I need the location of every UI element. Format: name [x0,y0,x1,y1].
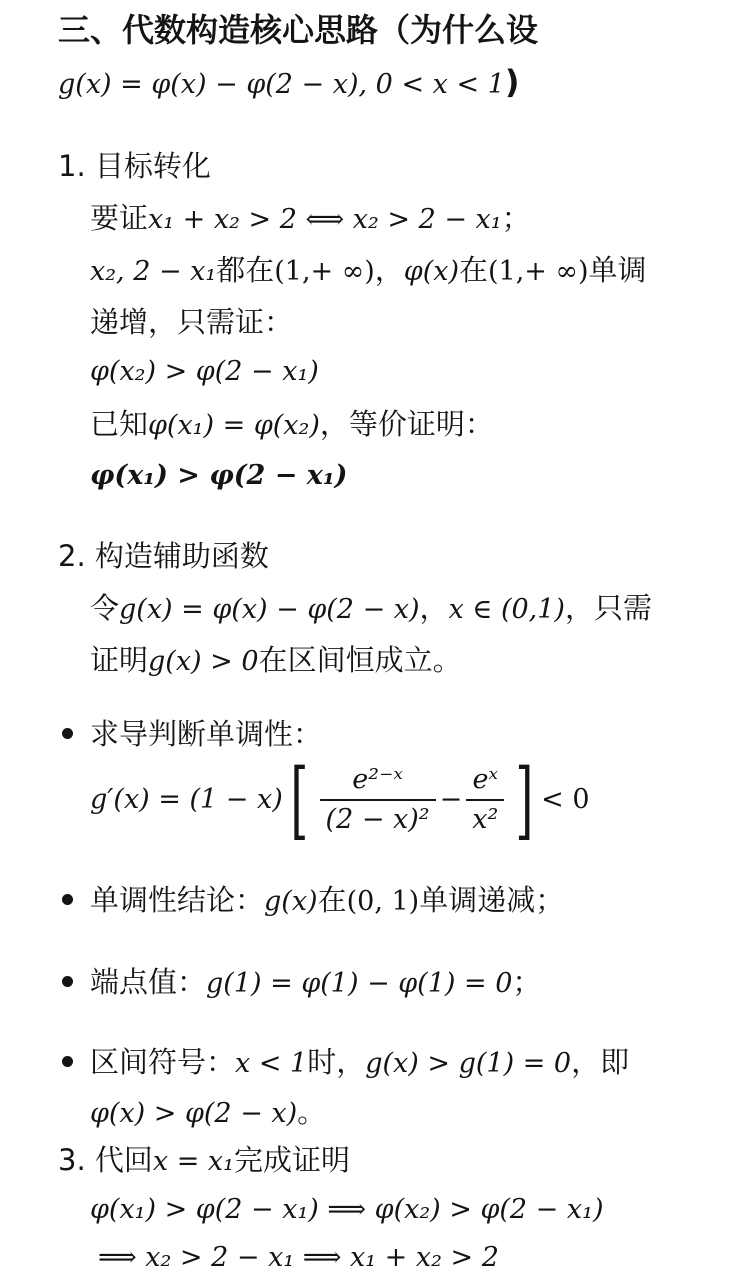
page-title [58,10,538,50]
section1-line4: φ(x₂) > φ(2 − x₁) [90,356,319,387]
section1-heading: 1. 目标转化 [58,149,211,183]
s1-l5-math: φ(x₁) = φ(x₂) [148,410,320,441]
bullet-dot [62,1056,73,1067]
s1-l2-t2: ， [374,253,404,287]
b4-line2-post: 。 [297,1095,327,1129]
b3-post: ； [512,965,542,999]
section1-line2 [90,250,647,292]
fraction-2-denominator: x² [472,804,499,835]
section2-line2 [90,640,462,682]
section2-heading: 2. 构造辅助函数 [58,539,269,573]
b3-label: 端点值： [90,965,207,999]
b4-m1: x < 1 [235,1048,308,1079]
b2-m1: g(x) [264,886,318,917]
section1-line5 [90,404,494,446]
b4-label: 区间符号： [90,1045,236,1079]
s2-l1-math2: x ∈ (0,1) [448,594,565,625]
b1-lhs: g′(x) = (1 − x) [90,784,283,815]
fraction-1 [320,761,436,839]
s2-l1-math: g(x) = φ(x) − φ(2 − x) [119,594,420,625]
s1-l2-t4: 单调 [588,253,647,287]
s1-l1-math: x₁ + x₂ > 2 ⟺ x₂ > 2 − x₁ [148,204,502,235]
b2-label: 单调性结论： [90,883,265,917]
s1-l5-post: ，等价证明： [319,407,494,441]
title-text: 三、代数构造核心思路（为什么设 [58,11,539,49]
s2-l1-mid: ， [419,591,449,625]
b2-m2: (0, 1) [346,886,420,917]
s1-l2-t1: 都在 [216,253,275,287]
section1-line6: φ(x₁) > φ(2 − x₁) [90,460,348,491]
bullet-dot [62,894,73,905]
b2-t2: 单调递减； [419,883,565,917]
b3-math: g(1) = φ(1) − φ(1) = 0 [206,968,513,999]
s1-l2-m1: x₂, 2 − x₁ [90,256,217,287]
section1-line1 [90,198,531,240]
b4-t2: ，即 [571,1045,630,1079]
s3-heading-post: 完成证明 [233,1143,350,1177]
s3-heading-pre: 3. 代回 [58,1143,153,1177]
section3-heading [58,1140,350,1182]
title-suffix: ) [504,63,520,101]
bullet-dot [62,976,73,987]
s1-l1-pre: 要证 [90,201,149,235]
s2-l1-post: ，只需 [564,591,652,625]
bullet-dot [62,728,73,739]
fraction-1-numerator: e²⁻ˣ [320,761,436,801]
right-bracket: ] [515,751,534,849]
bullet1-label: 求导判断单调性： [90,717,323,751]
s2-l2-post: 在区间恒成立。 [258,643,462,677]
s1-l2-m3: φ(x) [403,256,459,287]
b4-t1: 时， [307,1045,366,1079]
fraction-2-numerator: eˣ [466,761,504,801]
b2-t1: 在 [317,883,347,917]
title-formula-line [58,62,519,105]
s2-l2-pre: 证明 [90,643,149,677]
section2-line1 [90,588,652,630]
b1-rhs: < 0 [541,784,590,815]
bullet3 [90,962,541,1004]
s1-l2-m2: (1,+ ∞) [274,256,375,287]
bullet4-line2 [90,1092,326,1134]
bullet1-formula [90,751,590,849]
s1-l2-m4: (1,+ ∞) [488,256,589,287]
s1-l1-post: ； [501,201,531,235]
b4-m2: g(x) > g(1) = 0 [365,1048,572,1079]
bullet4-line1 [90,1042,629,1084]
title-formula: g(x) = φ(x) − φ(2 − x), 0 < x < 1 [58,69,505,100]
s1-l2-t3: 在 [459,253,489,287]
s2-l1-pre: 令 [90,591,120,625]
left-bracket: [ [290,751,309,849]
fraction-2 [466,761,504,839]
b1-minus: − [439,784,463,815]
b4-line2-math: φ(x) > φ(2 − x) [90,1098,298,1129]
s3-heading-math: x = x₁ [152,1146,234,1177]
s2-l2-math: g(x) > 0 [148,646,259,677]
s1-l5-pre: 已知 [90,407,149,441]
fraction-1-denominator: (2 − x)² [325,804,430,835]
section3-line2: ⟹ x₂ > 2 − x₁ ⟹ x₁ + x₂ > 2 [98,1242,499,1273]
bullet2 [90,880,564,922]
section3-line1: φ(x₁) > φ(2 − x₁) ⟹ φ(x₂) > φ(2 − x₁) [90,1194,604,1225]
section1-line3: 递增，只需证： [90,305,294,339]
